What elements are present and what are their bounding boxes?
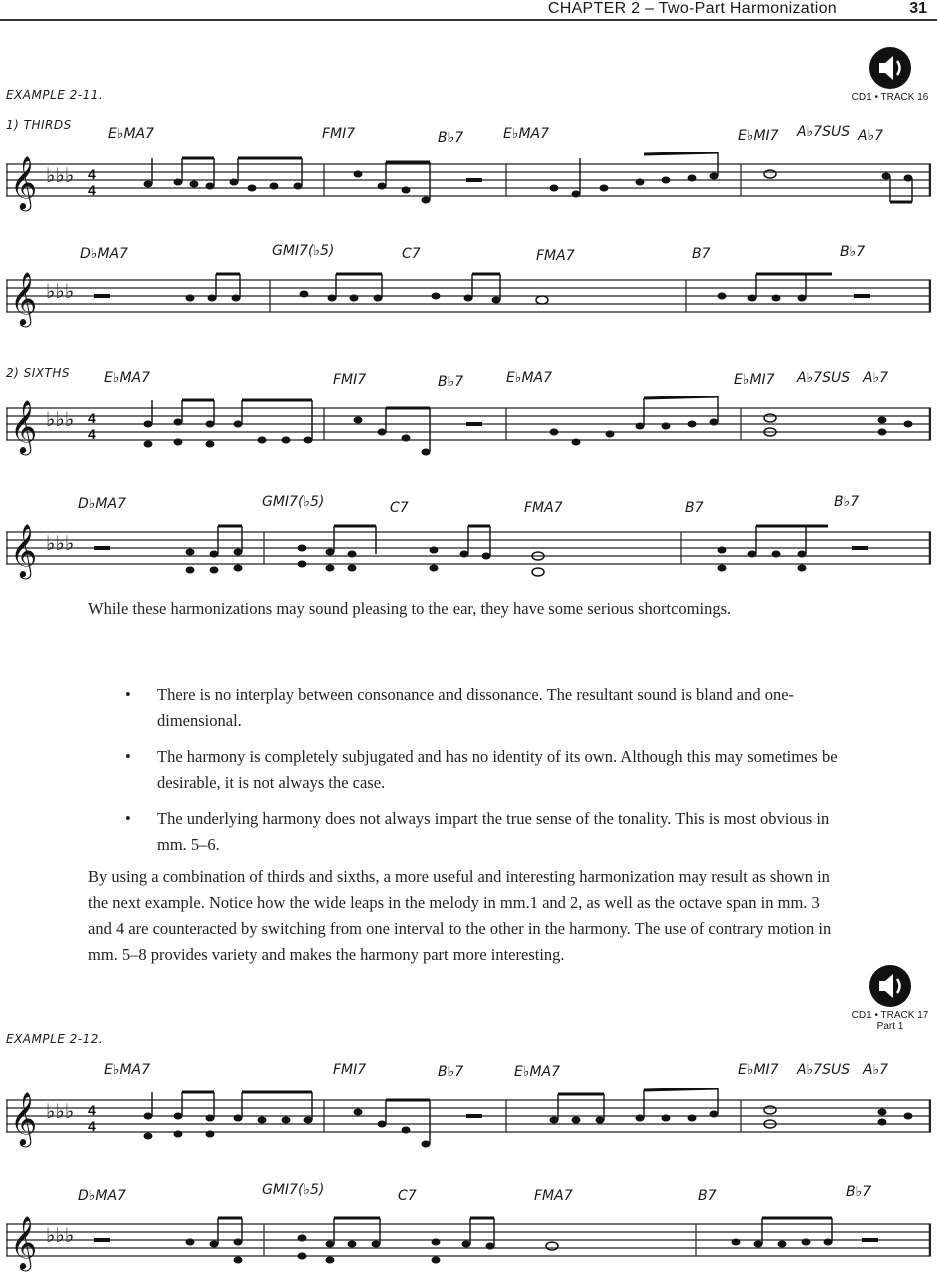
chord-symbol: GMI7(♭5) bbox=[272, 243, 335, 259]
chord-symbol: FMI7 bbox=[322, 126, 356, 142]
chord-symbol: A♭7 bbox=[863, 370, 889, 386]
svg-text:♭♭♭: ♭♭♭ bbox=[46, 1101, 75, 1123]
music-staff bbox=[6, 520, 931, 580]
speaker-icon[interactable] bbox=[868, 964, 912, 1008]
list-item: • The underlying harmony does not always impart the true sense of the tonality. This is most obvious in mm. 5–6. bbox=[125, 806, 845, 858]
staff-notation bbox=[6, 1088, 931, 1154]
chord-symbol: B7 bbox=[685, 500, 704, 516]
chord-symbol: GMI7(♭5) bbox=[262, 1182, 325, 1198]
track-label: CD1 • TRACK 16 bbox=[851, 92, 929, 103]
bullet-list bbox=[125, 682, 845, 868]
svg-text:𝄞: 𝄞 bbox=[10, 523, 38, 577]
svg-text:♭♭♭: ♭♭♭ bbox=[46, 281, 75, 303]
chord-symbol: E♭MA7 bbox=[514, 1064, 561, 1080]
section-thirds-label: 1) THIRDS bbox=[6, 118, 72, 132]
music-staff bbox=[6, 1088, 931, 1148]
chord-symbol: B♭7 bbox=[840, 244, 866, 260]
svg-text:4: 4 bbox=[88, 182, 96, 198]
chord-symbol: GMI7(♭5) bbox=[262, 494, 325, 510]
paragraph: By using a combination of thirds and sixths, a more useful and interesting harmonization may result as shown in the next example. Notice how the wide leaps in the melody in mm.1 and 2, as well as the octave span in mm. 3 and 4 are counteracted by switching from one interval to the other in the harmony. The use of contrary motion in mm. 5–8 provides variety and makes the harmony part more interesting. bbox=[88, 867, 832, 964]
chapter-title: CHAPTER 2 – Two-Part Harmonization bbox=[547, 0, 837, 17]
chord-symbol: B7 bbox=[698, 1188, 717, 1204]
svg-text:𝄞: 𝄞 bbox=[10, 1215, 38, 1269]
chord-symbol: C7 bbox=[402, 246, 421, 262]
chord-symbol: FMI7 bbox=[333, 1062, 367, 1078]
svg-text:♭♭♭: ♭♭♭ bbox=[46, 165, 75, 187]
chord-symbol: E♭MI7 bbox=[734, 372, 775, 388]
svg-text:𝄞: 𝄞 bbox=[10, 1091, 38, 1145]
track-label: CD1 • TRACK 17 bbox=[851, 1010, 929, 1021]
chord-symbol: FMA7 bbox=[524, 500, 563, 516]
chord-symbol: D♭MA7 bbox=[78, 496, 126, 512]
chord-symbol: B♭7 bbox=[834, 494, 860, 510]
chord-symbol: FMA7 bbox=[534, 1188, 573, 1204]
example-label: EXAMPLE 2-11. bbox=[6, 88, 104, 102]
svg-text:4: 4 bbox=[88, 1118, 96, 1134]
svg-text:♭♭♭: ♭♭♭ bbox=[46, 533, 75, 555]
staff-notation bbox=[6, 396, 931, 462]
staff-notation bbox=[6, 152, 931, 212]
chord-symbol: E♭MA7 bbox=[108, 126, 155, 142]
chord-symbol: A♭7SUS bbox=[797, 1062, 851, 1078]
chord-symbol: A♭7 bbox=[863, 1062, 889, 1078]
music-staff bbox=[6, 1212, 931, 1272]
chord-symbol: B♭7 bbox=[438, 130, 464, 146]
staff-notation bbox=[6, 268, 931, 328]
staff-notation bbox=[6, 520, 931, 586]
audio-track-badge[interactable] bbox=[845, 46, 935, 103]
chord-symbol: A♭7SUS bbox=[797, 370, 851, 386]
chord-symbol: B7 bbox=[692, 246, 711, 262]
chord-symbol: B♭7 bbox=[438, 374, 464, 390]
page-number: 31 bbox=[909, 0, 927, 17]
svg-text:4: 4 bbox=[88, 1102, 96, 1118]
music-staff bbox=[6, 152, 931, 212]
svg-text:4: 4 bbox=[88, 410, 96, 426]
track-part: Part 1 bbox=[876, 1021, 904, 1032]
chord-symbol: E♭MI7 bbox=[738, 1062, 779, 1078]
svg-text:♭♭♭: ♭♭♭ bbox=[46, 409, 75, 431]
chord-symbol: B♭7 bbox=[438, 1064, 464, 1080]
header-rule bbox=[0, 19, 937, 21]
music-staff bbox=[6, 396, 931, 456]
chord-symbol: B♭7 bbox=[846, 1184, 872, 1200]
paragraph: While these harmonizations may sound pleasing to the ear, they have some serious shortcomings. bbox=[88, 599, 732, 618]
list-item: • There is no interplay between consonance and dissonance. The resultant sound is bland and one-dimensional. bbox=[125, 682, 845, 734]
svg-text:𝄞: 𝄞 bbox=[10, 399, 38, 453]
page-header bbox=[0, 0, 937, 22]
example-label: EXAMPLE 2-12. bbox=[6, 1032, 104, 1046]
list-item: • The harmony is completely subjugated and has no identity of its own. Although this may sometimes be desirable, it is not always the case. bbox=[125, 744, 845, 796]
chord-symbol: E♭MA7 bbox=[104, 1062, 151, 1078]
svg-text:♭♭♭: ♭♭♭ bbox=[46, 1225, 75, 1247]
chord-symbol: D♭MA7 bbox=[80, 246, 128, 262]
svg-text:𝄞: 𝄞 bbox=[10, 271, 38, 325]
svg-text:4: 4 bbox=[88, 426, 96, 442]
chord-symbol: C7 bbox=[398, 1188, 417, 1204]
svg-text:4: 4 bbox=[88, 166, 96, 182]
staff-notation bbox=[6, 1212, 931, 1274]
audio-track-badge[interactable] bbox=[845, 964, 935, 1032]
chord-symbol: E♭MA7 bbox=[104, 370, 151, 386]
chord-symbol: A♭7SUS bbox=[797, 124, 851, 140]
chord-symbol: E♭MI7 bbox=[738, 128, 779, 144]
chord-symbol: D♭MA7 bbox=[78, 1188, 126, 1204]
svg-text:𝄞: 𝄞 bbox=[10, 155, 38, 209]
speaker-icon[interactable] bbox=[868, 46, 912, 90]
chord-symbol: FMA7 bbox=[536, 248, 575, 264]
chord-symbol: E♭MA7 bbox=[503, 126, 550, 142]
section-sixths-label: 2) SIXTHS bbox=[6, 366, 70, 380]
chord-symbol: FMI7 bbox=[333, 372, 367, 388]
chord-symbol: A♭7 bbox=[858, 128, 884, 144]
chord-symbol: C7 bbox=[390, 500, 409, 516]
music-staff bbox=[6, 268, 931, 328]
chord-symbol: E♭MA7 bbox=[506, 370, 553, 386]
